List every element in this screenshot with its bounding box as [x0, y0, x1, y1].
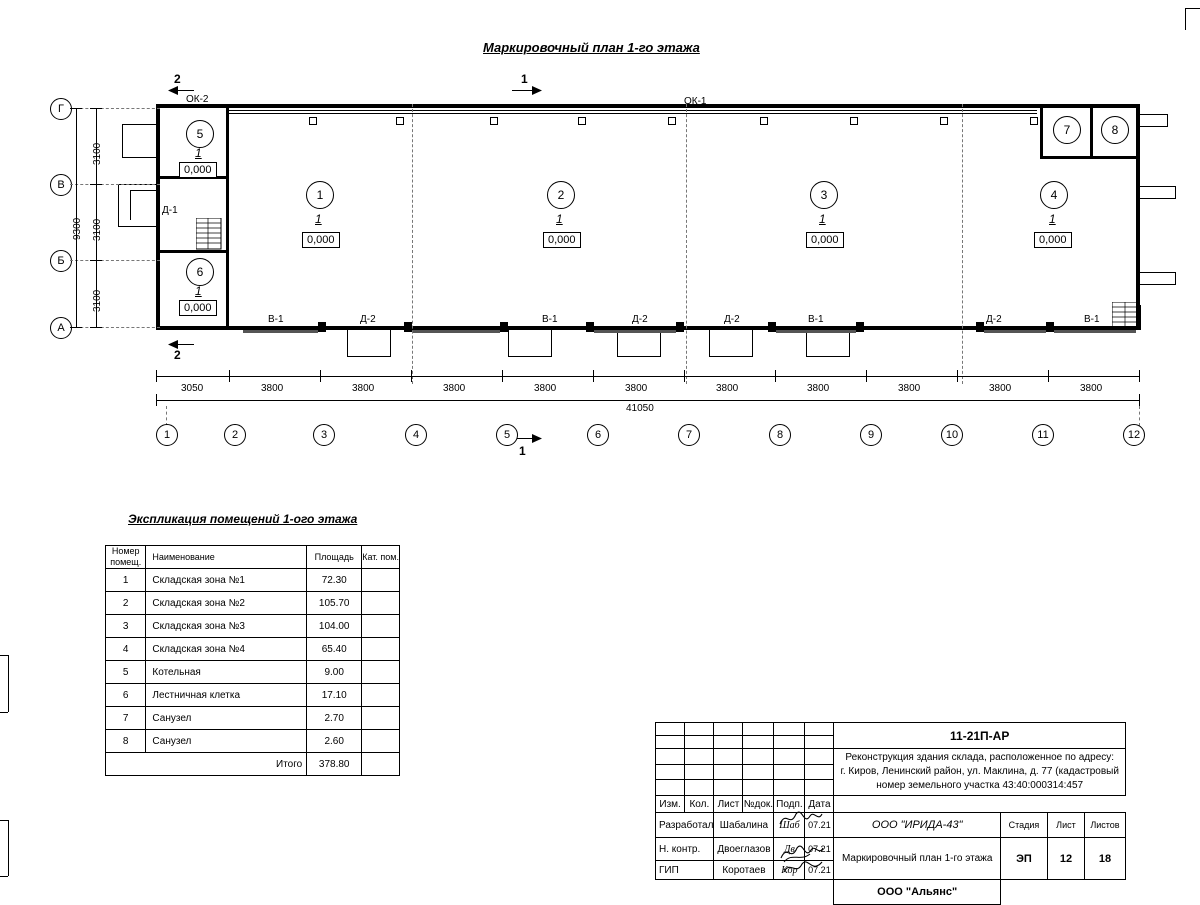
- section-arrow-1-bottom-head: [532, 433, 544, 444]
- stamp-org-client: ООО "Альянс": [834, 880, 1001, 905]
- sheet-edge-left2: [0, 712, 8, 713]
- room-bubble-7: 7: [1053, 116, 1081, 144]
- column-marker: [309, 117, 317, 125]
- sheet-edge-left: [0, 655, 8, 656]
- dim-h-11: 3800: [1080, 383, 1103, 394]
- dim-tick-vo-2: [70, 327, 82, 328]
- column-marker: [760, 117, 768, 125]
- dim-tick-h: [866, 370, 867, 382]
- sheet-edge-bottom-h: [0, 820, 8, 821]
- sheet-edge-top-right-h: [1185, 8, 1200, 9]
- column-marker: [940, 117, 948, 125]
- dim-h-4: 3800: [443, 383, 466, 394]
- title-block: [655, 722, 1126, 905]
- stamp-sheet-label: Лист: [1047, 813, 1084, 838]
- section-arrow-1-top-line: [512, 90, 534, 91]
- cell-name: Санузел: [146, 730, 307, 753]
- room-bubble-2: 2: [547, 181, 575, 209]
- axis-bubble-9: 9: [860, 424, 882, 446]
- stamp-signature-3: Кор: [774, 861, 805, 880]
- section-arrow-1-top-head: [532, 85, 544, 96]
- cell-name: Котельная: [146, 661, 307, 684]
- cell-number: 5: [106, 661, 146, 684]
- room-level-2: 0,000: [543, 232, 581, 248]
- porch-left-outline-bottom: [118, 226, 158, 227]
- column-marker: [1030, 117, 1038, 125]
- dim-chain-h-outer: [156, 400, 1140, 401]
- door-swing-box: [806, 356, 850, 357]
- exterior-element-right-2: [1140, 186, 1176, 187]
- opening-label-v1-d: В-1: [1084, 314, 1100, 325]
- cell-name: Складская зона №2: [146, 592, 307, 615]
- table-row: [106, 730, 400, 753]
- exterior-element-right-1b: [1140, 126, 1168, 127]
- opening-jamb: [856, 322, 864, 332]
- opening-label-v1-c: В-1: [808, 314, 824, 325]
- porch-left-outline-inner: [130, 190, 158, 191]
- exterior-element-right-3b: [1140, 284, 1176, 285]
- opening-label-v1-b: В-1: [542, 314, 558, 325]
- table-row: [106, 684, 400, 707]
- gate-strip: [594, 330, 676, 333]
- room-level-5: 0,000: [179, 162, 217, 178]
- stamp-col-podp: Подп.: [774, 796, 805, 813]
- stamp-project-desc: [834, 749, 1126, 796]
- dim-tick-h: [1139, 370, 1140, 382]
- cell-name: Лестничная клетка: [146, 684, 307, 707]
- room5-entry-top: [122, 124, 158, 125]
- cell-category: [362, 638, 400, 661]
- wall-left-room-div-2: [156, 250, 226, 253]
- total-value: 378.80: [307, 753, 362, 776]
- total-category: [362, 753, 400, 776]
- stamp-col-data: Дата: [805, 796, 834, 813]
- axis-bubble-v: В: [50, 174, 72, 196]
- total-label: Итого: [106, 753, 307, 776]
- dim-h-6: 3800: [625, 383, 648, 394]
- header-category: Кат. пом.: [362, 546, 400, 569]
- dim-h-8: 3800: [807, 383, 830, 394]
- stamp-org-design: ООО "ИРИДА-43": [834, 813, 1001, 838]
- room-bubble-1: 1: [306, 181, 334, 209]
- axis-bubble-g: Г: [50, 98, 72, 120]
- gate-strip: [1054, 330, 1136, 333]
- table-row: [106, 661, 400, 684]
- cell-category: [362, 592, 400, 615]
- cell-area: 104.00: [307, 615, 362, 638]
- door-label-d1: Д-1: [162, 205, 178, 216]
- table-row: [106, 592, 400, 615]
- door-swing-box: [709, 356, 753, 357]
- stamp-col-list: Лист: [714, 796, 743, 813]
- door-swing-box: [617, 356, 661, 357]
- axis-line-b: [70, 260, 160, 261]
- window-band-top-2: [229, 113, 1037, 114]
- opening-label-d2-a: Д-2: [360, 314, 376, 325]
- header-name: Наименование: [146, 546, 307, 569]
- stamp-date-1: 07.21: [805, 813, 834, 838]
- sheet-edge-bottom-v: [8, 820, 9, 876]
- door-swing-box: [508, 330, 509, 356]
- dim-chain-h-inner: [156, 376, 1140, 377]
- room5-entry-left: [122, 124, 123, 158]
- signature-squiggle-3: [782, 856, 824, 878]
- signature-squiggle-1: [778, 806, 824, 830]
- cell-category: [362, 730, 400, 753]
- room-level-icon-3: 1: [819, 212, 826, 226]
- stamp-stage-value: ЭП: [1000, 838, 1047, 880]
- dim-tick-h: [411, 370, 412, 382]
- stamp-signature-1: Шаб: [774, 813, 805, 838]
- section-mark-2-bottom: 2: [174, 348, 181, 362]
- door-swing-box: [347, 356, 391, 357]
- axis-bubble-7: 7: [678, 424, 700, 446]
- door-swing-box: [709, 330, 710, 356]
- room5-entry-bottom: [122, 157, 158, 158]
- room-bubble-6: 6: [186, 258, 214, 286]
- axis-line-v: [70, 184, 160, 185]
- dim-h-2: 3800: [261, 383, 284, 394]
- exterior-element-right-1c: [1167, 114, 1168, 127]
- dim-tick-h: [320, 370, 321, 382]
- explication-title: Экспликация помещений 1-ого этажа: [128, 512, 358, 526]
- room-level-icon-1: 1: [315, 212, 322, 226]
- exterior-element-right-1: [1140, 114, 1168, 115]
- wall-partition-left: [226, 104, 229, 330]
- cell-number: 1: [106, 569, 146, 592]
- table-total-row: [106, 753, 400, 776]
- cell-number: 2: [106, 592, 146, 615]
- dim-h-5: 3800: [534, 383, 557, 394]
- dim-tick-v-4: [90, 327, 102, 328]
- room-level-icon-4: 1: [1049, 212, 1056, 226]
- cell-number: 8: [106, 730, 146, 753]
- table-header-row: [106, 546, 400, 569]
- dim-vertical-1: 3100: [92, 142, 103, 165]
- cell-category: [362, 707, 400, 730]
- dim-tick-h-total-l: [156, 394, 157, 406]
- cell-area: 105.70: [307, 592, 362, 615]
- cell-area: 2.70: [307, 707, 362, 730]
- axis-bubble-11: 11: [1032, 424, 1054, 446]
- door-swing-box: [660, 330, 661, 356]
- opening-jamb: [318, 322, 326, 332]
- stamp-role-1: Разработал: [656, 813, 714, 838]
- room-level-icon-6: 1: [195, 284, 202, 298]
- axis-bubble-2: 2: [224, 424, 246, 446]
- room-level-4: 0,000: [1034, 232, 1072, 248]
- dim-tick-h: [229, 370, 230, 382]
- axis-leader-12: [1139, 406, 1140, 426]
- exterior-element-right-3c: [1175, 272, 1176, 285]
- cell-area: 65.40: [307, 638, 362, 661]
- room-level-1: 0,000: [302, 232, 340, 248]
- opening-jamb: [1046, 322, 1054, 332]
- table-row: [106, 638, 400, 661]
- door-swing-box: [390, 330, 391, 356]
- porch-left-outline-left: [118, 184, 119, 227]
- window-band-top: [229, 110, 1037, 111]
- sheet-edge-bottom: [0, 876, 8, 877]
- column-marker: [490, 117, 498, 125]
- axis-bubble-6: 6: [587, 424, 609, 446]
- wall-right-rooms-div: [1090, 104, 1093, 156]
- room-bubble-3: 3: [810, 181, 838, 209]
- stamp-sheets-label: Листов: [1084, 813, 1125, 838]
- dim-tick-h: [775, 370, 776, 382]
- opening-label-d2-d: Д-2: [986, 314, 1002, 325]
- axis-leader-1: [166, 406, 167, 426]
- cell-number: 6: [106, 684, 146, 707]
- door-swing-box: [617, 330, 618, 356]
- wall-left: [156, 104, 160, 330]
- dim-tick-h: [684, 370, 685, 382]
- dim-tick-h: [1048, 370, 1049, 382]
- project-line-1: Реконструкция здания склада, расположенное по адресу:: [845, 752, 1115, 763]
- exterior-element-right-3: [1140, 272, 1176, 273]
- exterior-element-right-stair-box: [1140, 305, 1141, 330]
- opening-label-d2-c: Д-2: [724, 314, 740, 325]
- stamp-role-2: Н. контр.: [656, 838, 714, 861]
- dim-tick-h: [593, 370, 594, 382]
- stamp-date-3: 07.21: [805, 861, 834, 880]
- sheet-edge-left-v: [8, 655, 9, 712]
- stair-right-icon: [1112, 302, 1140, 330]
- section-arrow-2-top-head: [168, 85, 180, 96]
- axis-bubble-3: 3: [313, 424, 335, 446]
- room-level-icon-5: 1: [195, 146, 202, 160]
- opening-jamb: [500, 322, 508, 332]
- door-swing-box: [752, 330, 753, 356]
- door-swing-box: [849, 330, 850, 356]
- cell-number: 7: [106, 707, 146, 730]
- section-mark-2-top: 2: [174, 72, 181, 86]
- cell-name: Санузел: [146, 707, 307, 730]
- project-line-3: номер земельного участка 43:40:000314:457: [876, 780, 1084, 791]
- stamp-col-izm: Изм.: [656, 796, 685, 813]
- axis-bubble-5: 5: [496, 424, 518, 446]
- cell-area: 2.60: [307, 730, 362, 753]
- stamp-role-3: ГИП: [656, 861, 714, 880]
- cell-name: Складская зона №4: [146, 638, 307, 661]
- opening-jamb: [976, 322, 984, 332]
- section-mark-1-bottom: 1: [519, 444, 526, 458]
- sheet-edge-top-right: [1185, 8, 1186, 30]
- room-level-3: 0,000: [806, 232, 844, 248]
- door-swing-box: [508, 356, 552, 357]
- cell-number: 3: [106, 615, 146, 638]
- door-swing-box: [806, 330, 807, 356]
- axis-bubble-4: 4: [405, 424, 427, 446]
- room-level-6: 0,000: [179, 300, 217, 316]
- exterior-element-right-2b: [1140, 198, 1176, 199]
- column-marker: [850, 117, 858, 125]
- grid-line-7: [962, 104, 963, 384]
- stamp-name-3: Коротаев: [714, 861, 774, 880]
- dim-h-9: 3800: [898, 383, 921, 394]
- dim-tick-h: [502, 370, 503, 382]
- door-swing-box: [347, 330, 348, 356]
- stamp-sheet-title: Маркировочный план 1-го этажа: [834, 838, 1001, 880]
- axis-bubble-1: 1: [156, 424, 178, 446]
- axis-bubble-a: А: [50, 317, 72, 339]
- axis-bubble-10: 10: [941, 424, 963, 446]
- opening-label-v1-a: В-1: [268, 314, 284, 325]
- cell-area: 9.00: [307, 661, 362, 684]
- grid-line-5: [412, 104, 413, 384]
- table-row: [106, 615, 400, 638]
- exterior-element-right-2c: [1175, 186, 1176, 199]
- room-level-icon-2: 1: [556, 212, 563, 226]
- dim-vertical-total: 9300: [72, 217, 83, 240]
- dim-tick-v-3: [90, 260, 102, 261]
- stamp-sheets-value: 18: [1084, 838, 1125, 880]
- opening-jamb: [586, 322, 594, 332]
- stamp-stage-label: Стадия: [1000, 813, 1047, 838]
- axis-line-g: [70, 108, 160, 109]
- cell-category: [362, 615, 400, 638]
- dim-tick-h-total-r: [1139, 394, 1140, 406]
- dim-tick-h: [156, 370, 157, 382]
- table-row: [106, 569, 400, 592]
- project-line-2: г. Киров, Ленинский район, ул. Маклина, д. 77 (кадастровый: [840, 766, 1119, 777]
- room-bubble-5: 5: [186, 120, 214, 148]
- stamp-signature-2: Дв: [774, 838, 805, 861]
- header-area: Площадь: [307, 546, 362, 569]
- cell-number: 4: [106, 638, 146, 661]
- dim-tick-h: [957, 370, 958, 382]
- stamp-col-kol: Кол.: [685, 796, 714, 813]
- window-label-ok1: ОК-1: [684, 96, 707, 107]
- stamp-col-ndok: №док.: [743, 796, 774, 813]
- wall-right: [1136, 104, 1140, 330]
- opening-jamb: [768, 322, 776, 332]
- cell-area: 72.30: [307, 569, 362, 592]
- gate-strip: [243, 330, 318, 333]
- dim-h-10: 3800: [989, 383, 1012, 394]
- stamp-code: 11-21П-АР: [834, 723, 1126, 749]
- opening-label-d2-b: Д-2: [632, 314, 648, 325]
- dim-tick-v-2: [90, 184, 102, 185]
- column-marker: [578, 117, 586, 125]
- wall-right-rooms-bottom: [1040, 156, 1140, 159]
- gate-strip: [984, 330, 1046, 333]
- room-bubble-4: 4: [1040, 181, 1068, 209]
- room-bubble-8: 8: [1101, 116, 1129, 144]
- dim-vertical-3: 3100: [92, 289, 103, 312]
- stamp-sheet-value: 12: [1047, 838, 1084, 880]
- stamp-name-1: Шабалина: [714, 813, 774, 838]
- cell-name: Складская зона №1: [146, 569, 307, 592]
- header-number: Номер помещ.: [106, 546, 146, 569]
- cell-category: [362, 684, 400, 707]
- dim-h-total: 41050: [626, 403, 654, 414]
- opening-jamb: [676, 322, 684, 332]
- axis-line-a: [70, 327, 160, 328]
- grid-line-6: [686, 104, 687, 384]
- window-label-ok2: ОК-2: [186, 94, 209, 105]
- stamp-name-2: Двоеглазов: [714, 838, 774, 861]
- plan-title: Маркировочный план 1-го этажа: [483, 40, 700, 55]
- axis-bubble-12: 12: [1123, 424, 1145, 446]
- dim-tick-v-1: [90, 108, 102, 109]
- column-marker: [396, 117, 404, 125]
- dim-tick-vo-1: [70, 108, 82, 109]
- column-marker: [668, 117, 676, 125]
- opening-jamb: [404, 322, 412, 332]
- dim-h-3: 3800: [352, 383, 375, 394]
- cell-category: [362, 569, 400, 592]
- stamp-date-2: 07.21: [805, 838, 834, 861]
- table-row: [106, 707, 400, 730]
- dim-vertical-2: 3100: [92, 218, 103, 241]
- cell-category: [362, 661, 400, 684]
- stair-left-icon: [196, 218, 222, 250]
- dim-h-1: 3050: [181, 383, 204, 394]
- wall-top: [156, 104, 1140, 108]
- gate-strip: [776, 330, 856, 333]
- axis-bubble-8: 8: [769, 424, 791, 446]
- door-swing-box: [551, 330, 552, 356]
- wall-right-rooms-left: [1040, 104, 1043, 156]
- cell-name: Складская зона №3: [146, 615, 307, 638]
- axis-bubble-b: Б: [50, 250, 72, 272]
- gate-strip: [412, 330, 500, 333]
- dim-h-7: 3800: [716, 383, 739, 394]
- cell-area: 17.10: [307, 684, 362, 707]
- explication-table: [105, 545, 400, 776]
- section-mark-1-top: 1: [521, 72, 528, 86]
- porch-left-outline-inner2: [130, 190, 131, 220]
